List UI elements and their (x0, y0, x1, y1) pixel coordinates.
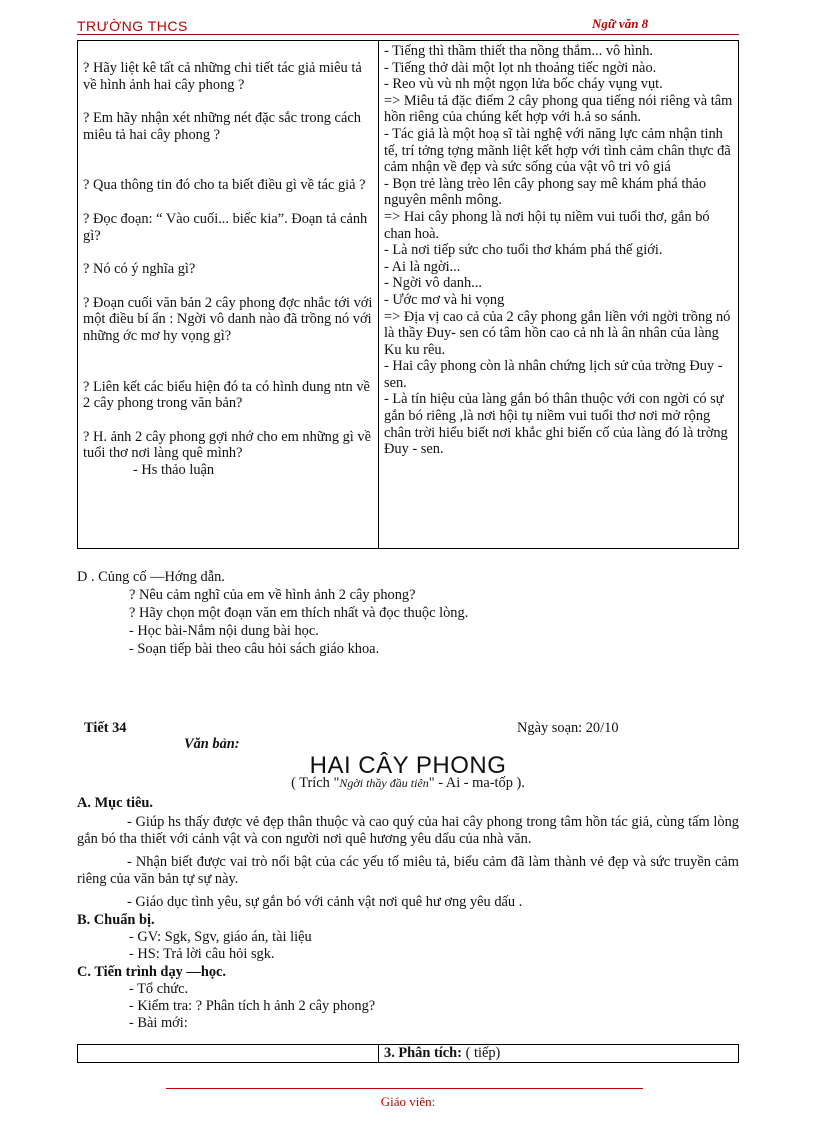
footer-rule (166, 1088, 643, 1089)
question-6: ? Đoạn cuối văn bản 2 cây phong đợc nhắc tới với một điều bí ẩn : Ngời vô danh nào đã trồng nó với những ớc mơ hy vọng gì? (83, 294, 373, 344)
question-4: ? Đọc đoạn: “ Vào cuối... biếc kia”. Đoạn tả cảnh gì? (83, 210, 368, 244)
answer-11: - Ước mơ và hi vọng (384, 291, 505, 308)
answer-4: => Miêu tả đặc điểm 2 cây phong qua tiếng nói riêng và tâm hồn riêng của chúng kết hợp với h.ả so sánh. (384, 92, 733, 126)
consolidation-section (77, 568, 739, 658)
question-1: ? Hãy liệt kê tất cả những chi tiết tác giả miêu tả về hình ảnh hai cây phong ? (83, 60, 362, 93)
answer-5: - Tác giả là một hoạ sĩ tài nghệ với năng lực cảm nhận tinh tế, trí tởng tợng mãnh liệt kết hợp với tình cảm chân thực đã cảm nhận về đẹp và sức sống của vật vô tri vô giá (384, 125, 731, 176)
answer-8: - Là nơi tiếp sức cho tuổi thơ khám phá thế giới. (384, 242, 663, 259)
qa-table (77, 40, 739, 549)
subtitle-open: ( Trích " (291, 775, 340, 791)
procedure-item-3: - Bài mới: (129, 1015, 188, 1031)
answer-10: - Ngời vô danh... (384, 275, 482, 292)
consolidation-heading: D . Củng cố —Hớng dẫn. (77, 569, 225, 585)
analysis-left-cell (78, 1045, 379, 1063)
consolidation-item-3: - Học bài-Nắm nội dung bài học. (129, 623, 319, 639)
answer-9: - Ai là ngời... (384, 258, 461, 275)
question-3: ? Qua thông tin đó cho ta biết điều gì về tác giả ? (83, 177, 366, 194)
source-work: Ngời thầy đầu tiên (339, 776, 429, 790)
analysis-number: 3. Phân tích: (384, 1045, 462, 1061)
period-label: Tiết 34 (84, 720, 127, 736)
header-rule (77, 34, 739, 35)
procedure-heading: C. Tiến trình dạy —học. (77, 964, 227, 980)
consolidation-item-4: - Soạn tiếp bài theo câu hỏi sách giáo khoa. (129, 641, 380, 657)
prep-date: Ngày soạn: 20/10 (517, 720, 619, 736)
preparation-item-1: - GV: Sgk, Sgv, giáo án, tài liệu (129, 929, 312, 945)
text-label: Văn bản: (184, 736, 240, 752)
answer-12: => Địa vị cao cả của 2 cây phong gắn liền với ngời trồng nó là thầy Đuy- sen có tâm hồn cao cả nh là ân nhân của làng Ku ku rêu. (384, 308, 731, 358)
teacher-label: Giáo viên: (380, 1094, 436, 1109)
objective-1: - Giúp hs thấy được vẻ đẹp thân thuộc và cao quý của hai cây phong trong tâm hồn tác giả, cùng tấm lòng gắn bó tha thiết với cảnh vật và con người nơi quê hương yêu dấu của nhà văn. (77, 814, 739, 847)
objective-3: - Giáo dục tình yêu, sự gắn bó với cảnh vật nơi quê hư ơng yêu dấu . (127, 894, 523, 910)
questions-column (78, 41, 379, 549)
consolidation-item-2: ? Hãy chọn một đoạn văn em thích nhất và đọc thuộc lòng. (129, 605, 469, 621)
consolidation-item-1: ? Nêu cảm nghĩ của em về hình ảnh 2 cây phong? (129, 587, 416, 603)
question-5: ? Nó có ý nghĩa gì? (83, 261, 196, 278)
analysis-right-cell (379, 1045, 739, 1063)
answer-13: - Hai cây phong còn là nhân chứng lịch sử của trờng Đuy -sen. (384, 358, 723, 391)
answer-2: - Tiếng thở dài một lọt nh thoảng tiếc ngời nào. (384, 59, 657, 76)
question-9: - Hs thảo luận (133, 461, 215, 478)
subject-name: Ngữ văn 8 (592, 16, 649, 31)
answer-3: - Reo vù vù nh một ngọn lửa bốc cháy vụng vụt. (384, 76, 663, 93)
preparation-heading: B. Chuẩn bị. (77, 912, 155, 928)
answer-6: - Bọn trẻ làng trèo lên cây phong say mê khám phá thảo nguyên mênh mông. (384, 175, 707, 209)
objectives-heading: A. Mục tiêu. (77, 795, 153, 811)
procedure-item-1: - Tổ chức. (129, 981, 189, 997)
subtitle-close: " - Ai - ma-tốp ). (428, 775, 525, 791)
question-2: ? Em hãy nhận xét những nét đặc sắc trong cách miêu tả hai cây phong ? (83, 110, 361, 143)
analysis-table (77, 1044, 739, 1063)
question-8: ? H. ảnh 2 cây phong gợi nhớ cho em những gì về tuổi thơ nơi làng quê mình? (83, 428, 371, 462)
question-7: ? Liên kết các biểu hiện đó ta có hình dung ntn về 2 cây phong trong văn bản? (83, 378, 370, 412)
answers-column (379, 41, 739, 549)
preparation-item-2: - HS: Trả lời câu hỏi sgk. (129, 946, 275, 962)
answer-1: - Tiếng thì thầm thiết tha nồng thắm... vô hình. (384, 43, 654, 59)
answer-14: - Là tín hiệu của làng gắn bó thân thuộc với con ngời có sự gắn bó riêng ,là nơi hội tụ niềm vui tuổi thơ nơi mở rộng chân trời hiểu biết nơi khắc ghi biến cố của làng đó là trờng Đuy - sen. (384, 391, 728, 458)
objective-2: - Nhận biết được vai trò nổi bật của các yếu tố miêu tả, biểu cảm đã làm thành vẻ đẹp và sức truyền cảm riêng của văn bản tự sự này. (77, 854, 739, 887)
analysis-rest: ( tiếp) (461, 1045, 501, 1061)
school-name: TRƯỜNG THCS (77, 18, 188, 34)
lesson-body (77, 794, 739, 1032)
lesson-subtitle (0, 775, 816, 792)
answer-7: => Hai cây phong là nơi hội tụ niềm vui tuổi thơ, gắn bó chan hoà. (384, 208, 710, 242)
lesson-title: HAI CÂY PHONG (309, 752, 507, 779)
procedure-item-2: - Kiểm tra: ? Phân tích h ảnh 2 cây phong? (129, 998, 376, 1014)
